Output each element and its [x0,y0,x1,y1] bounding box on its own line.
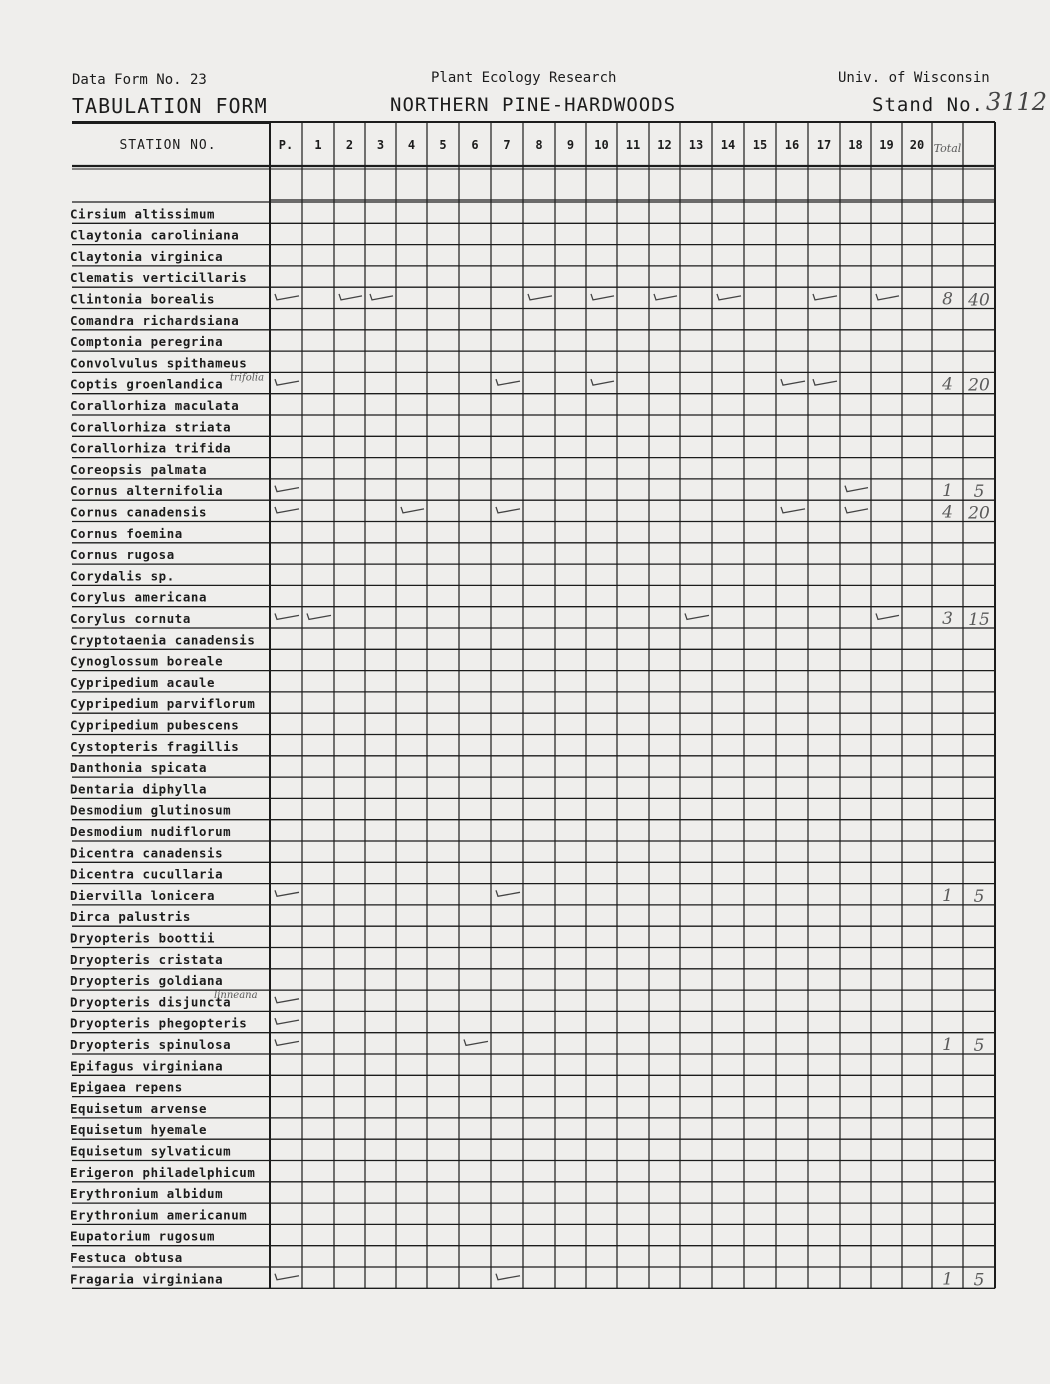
check-mark [275,507,299,513]
check-mark [654,294,677,300]
species-name: Equisetum hyemale [70,1122,208,1138]
university-label: Univ. of Wisconsin [838,70,990,86]
column-header: 19 [879,138,894,152]
column-header: 11 [625,138,641,152]
row-frequency: 40 [968,290,990,311]
species-name: Claytonia caroliniana [70,227,240,243]
check-mark [717,294,741,300]
check-mark [845,486,868,492]
species-name: Diervilla lonicera [70,887,216,903]
check-mark [307,613,331,619]
species-name: Dicentra cucullaria [70,866,224,882]
species-name: Corallorhiza maculata [70,398,240,413]
column-header: 9 [566,138,575,152]
row-total: 1 [942,481,953,502]
species-name: Dryopteris boottii [70,930,216,946]
column-header: 18 [848,138,863,152]
species-name: Convolvulus spithameus [70,355,248,371]
check-mark [876,294,899,300]
row-total: 4 [942,502,953,523]
species-annotation: trifolia [230,372,265,384]
species-name: Cornus foemina [70,525,183,541]
species-name: Corylus cornuta [70,611,191,626]
check-mark [876,613,899,619]
check-mark [496,1274,520,1280]
column-header-total: Total [933,142,962,155]
row-frequency: 5 [973,482,985,503]
check-mark [275,613,299,619]
check-mark [275,890,299,896]
check-mark [781,507,805,513]
species-name: Festuca obtusa [70,1250,183,1265]
column-header: 1 [314,138,322,152]
column-header: P. [278,138,294,152]
column-header: 15 [752,138,768,152]
species-name: Cirsium altissimum [70,206,216,222]
species-name: Desmodium glutinosum [70,802,232,818]
species-name: Dryopteris disjuncta [70,994,232,1010]
species-name: Fragaria virginiana [70,1271,224,1287]
check-mark [496,890,520,896]
species-name: Clematis verticillaris [70,270,248,286]
row-total: 4 [942,374,953,395]
check-mark [685,613,709,619]
stand-number-label: Stand No. [872,94,984,116]
species-name: Coreopsis palmata [70,461,208,477]
species-name: Equisetum arvense [70,1100,208,1116]
column-header: 17 [816,138,832,152]
species-name: Comptonia peregrina [70,334,224,350]
species-name: Dentaria diphylla [70,781,208,797]
check-mark [781,379,805,385]
row-total: 1 [942,1269,953,1290]
row-frequency: 5 [973,1270,985,1291]
species-name: Cryptotaenia canadensis [70,632,256,648]
check-mark [591,379,614,385]
row-frequency: 5 [973,886,985,907]
species-name: Eupatorium rugosum [70,1228,216,1244]
check-mark [275,379,299,385]
row-total: 1 [942,1035,953,1055]
row-total: 3 [942,609,953,629]
species-annotation: linneana [214,990,258,1002]
species-name: Cystopteris fragillis [70,738,240,754]
species-name: Cornus canadensis [70,504,208,520]
species-name: Coptis groenlandica [70,376,224,392]
species-name: Desmodium nudiflorum [70,824,232,839]
species-name: Equisetum sylvaticum [70,1143,232,1159]
species-name: Claytonia virginica [70,248,224,264]
check-mark [275,486,299,492]
species-name: Clintonia borealis [70,291,216,307]
species-name: Cypripedium acaule [70,674,216,690]
species-name: Corydalis sp. [70,568,175,584]
row-frequency: 5 [973,1036,985,1056]
species-name: Dryopteris cristata [70,951,224,967]
species-name: Cynoglossum boreale [70,653,224,669]
form-number: Data Form No. 23 [72,72,207,88]
species-name: Dicentra canadensis [70,845,224,861]
species-name: Corallorhiza trifida [70,440,232,456]
check-mark [275,997,299,1003]
species-name: Erythronium albidum [70,1186,224,1202]
column-header: 8 [535,138,543,152]
check-mark [370,294,393,300]
species-name: Corallorhiza striata [70,419,232,435]
check-mark [813,294,837,300]
species-name: Danthonia spicata [70,760,208,776]
check-mark [496,507,520,513]
check-mark [528,294,552,300]
species-name: Cornus alternifolia [70,483,224,499]
species-name: Cypripedium parviflorum [70,696,256,712]
check-mark [845,507,868,513]
column-header: 7 [503,138,511,152]
species-name: Cypripedium pubescens [70,717,240,733]
check-mark [464,1039,488,1045]
column-header: 20 [909,138,925,152]
check-mark [813,379,837,385]
species-name: Erythronium americanum [70,1207,248,1223]
column-header: 16 [784,138,800,152]
column-header: 4 [407,138,416,152]
species-name: Epifagus virginiana [70,1058,224,1074]
row-total: 1 [942,885,953,906]
check-mark [496,379,520,385]
research-label: Plant Ecology Research [431,70,617,86]
species-name: Dirca palustris [70,909,191,925]
column-header: 6 [471,138,479,152]
check-mark [275,1039,299,1045]
species-name: Cornus rugosa [70,547,175,563]
check-mark [339,294,362,300]
column-header: 10 [594,138,609,152]
check-mark [401,507,424,513]
check-mark [275,294,299,300]
check-mark [275,1274,299,1280]
row-frequency: 15 [968,610,990,630]
column-header: 13 [688,138,704,152]
column-header: 3 [376,138,385,152]
station-number-header: STATION NO. [119,138,217,153]
check-mark [275,1018,299,1024]
row-frequency: 20 [968,375,990,396]
row-frequency: 20 [968,503,990,524]
species-name: Dryopteris spinulosa [70,1037,232,1052]
species-name: Comandra richardsiana [70,312,240,328]
species-name: Erigeron philadelphicum [70,1164,256,1180]
check-mark [591,294,614,300]
species-name: Corylus americana [70,589,208,605]
form-title: TABULATION FORM [72,94,268,118]
column-header: 14 [720,138,736,152]
stand-number-value: 3112 [986,88,1048,116]
species-name: Dryopteris goldiana [70,973,224,989]
column-header: 12 [657,138,672,152]
page-title: NORTHERN PINE-HARDWOODS [390,94,677,116]
column-header: 2 [345,138,354,152]
species-name: Epigaea repens [70,1079,183,1095]
row-total: 8 [942,289,953,310]
column-header: 5 [439,138,447,152]
species-name: Dryopteris phegopteris [70,1015,248,1031]
